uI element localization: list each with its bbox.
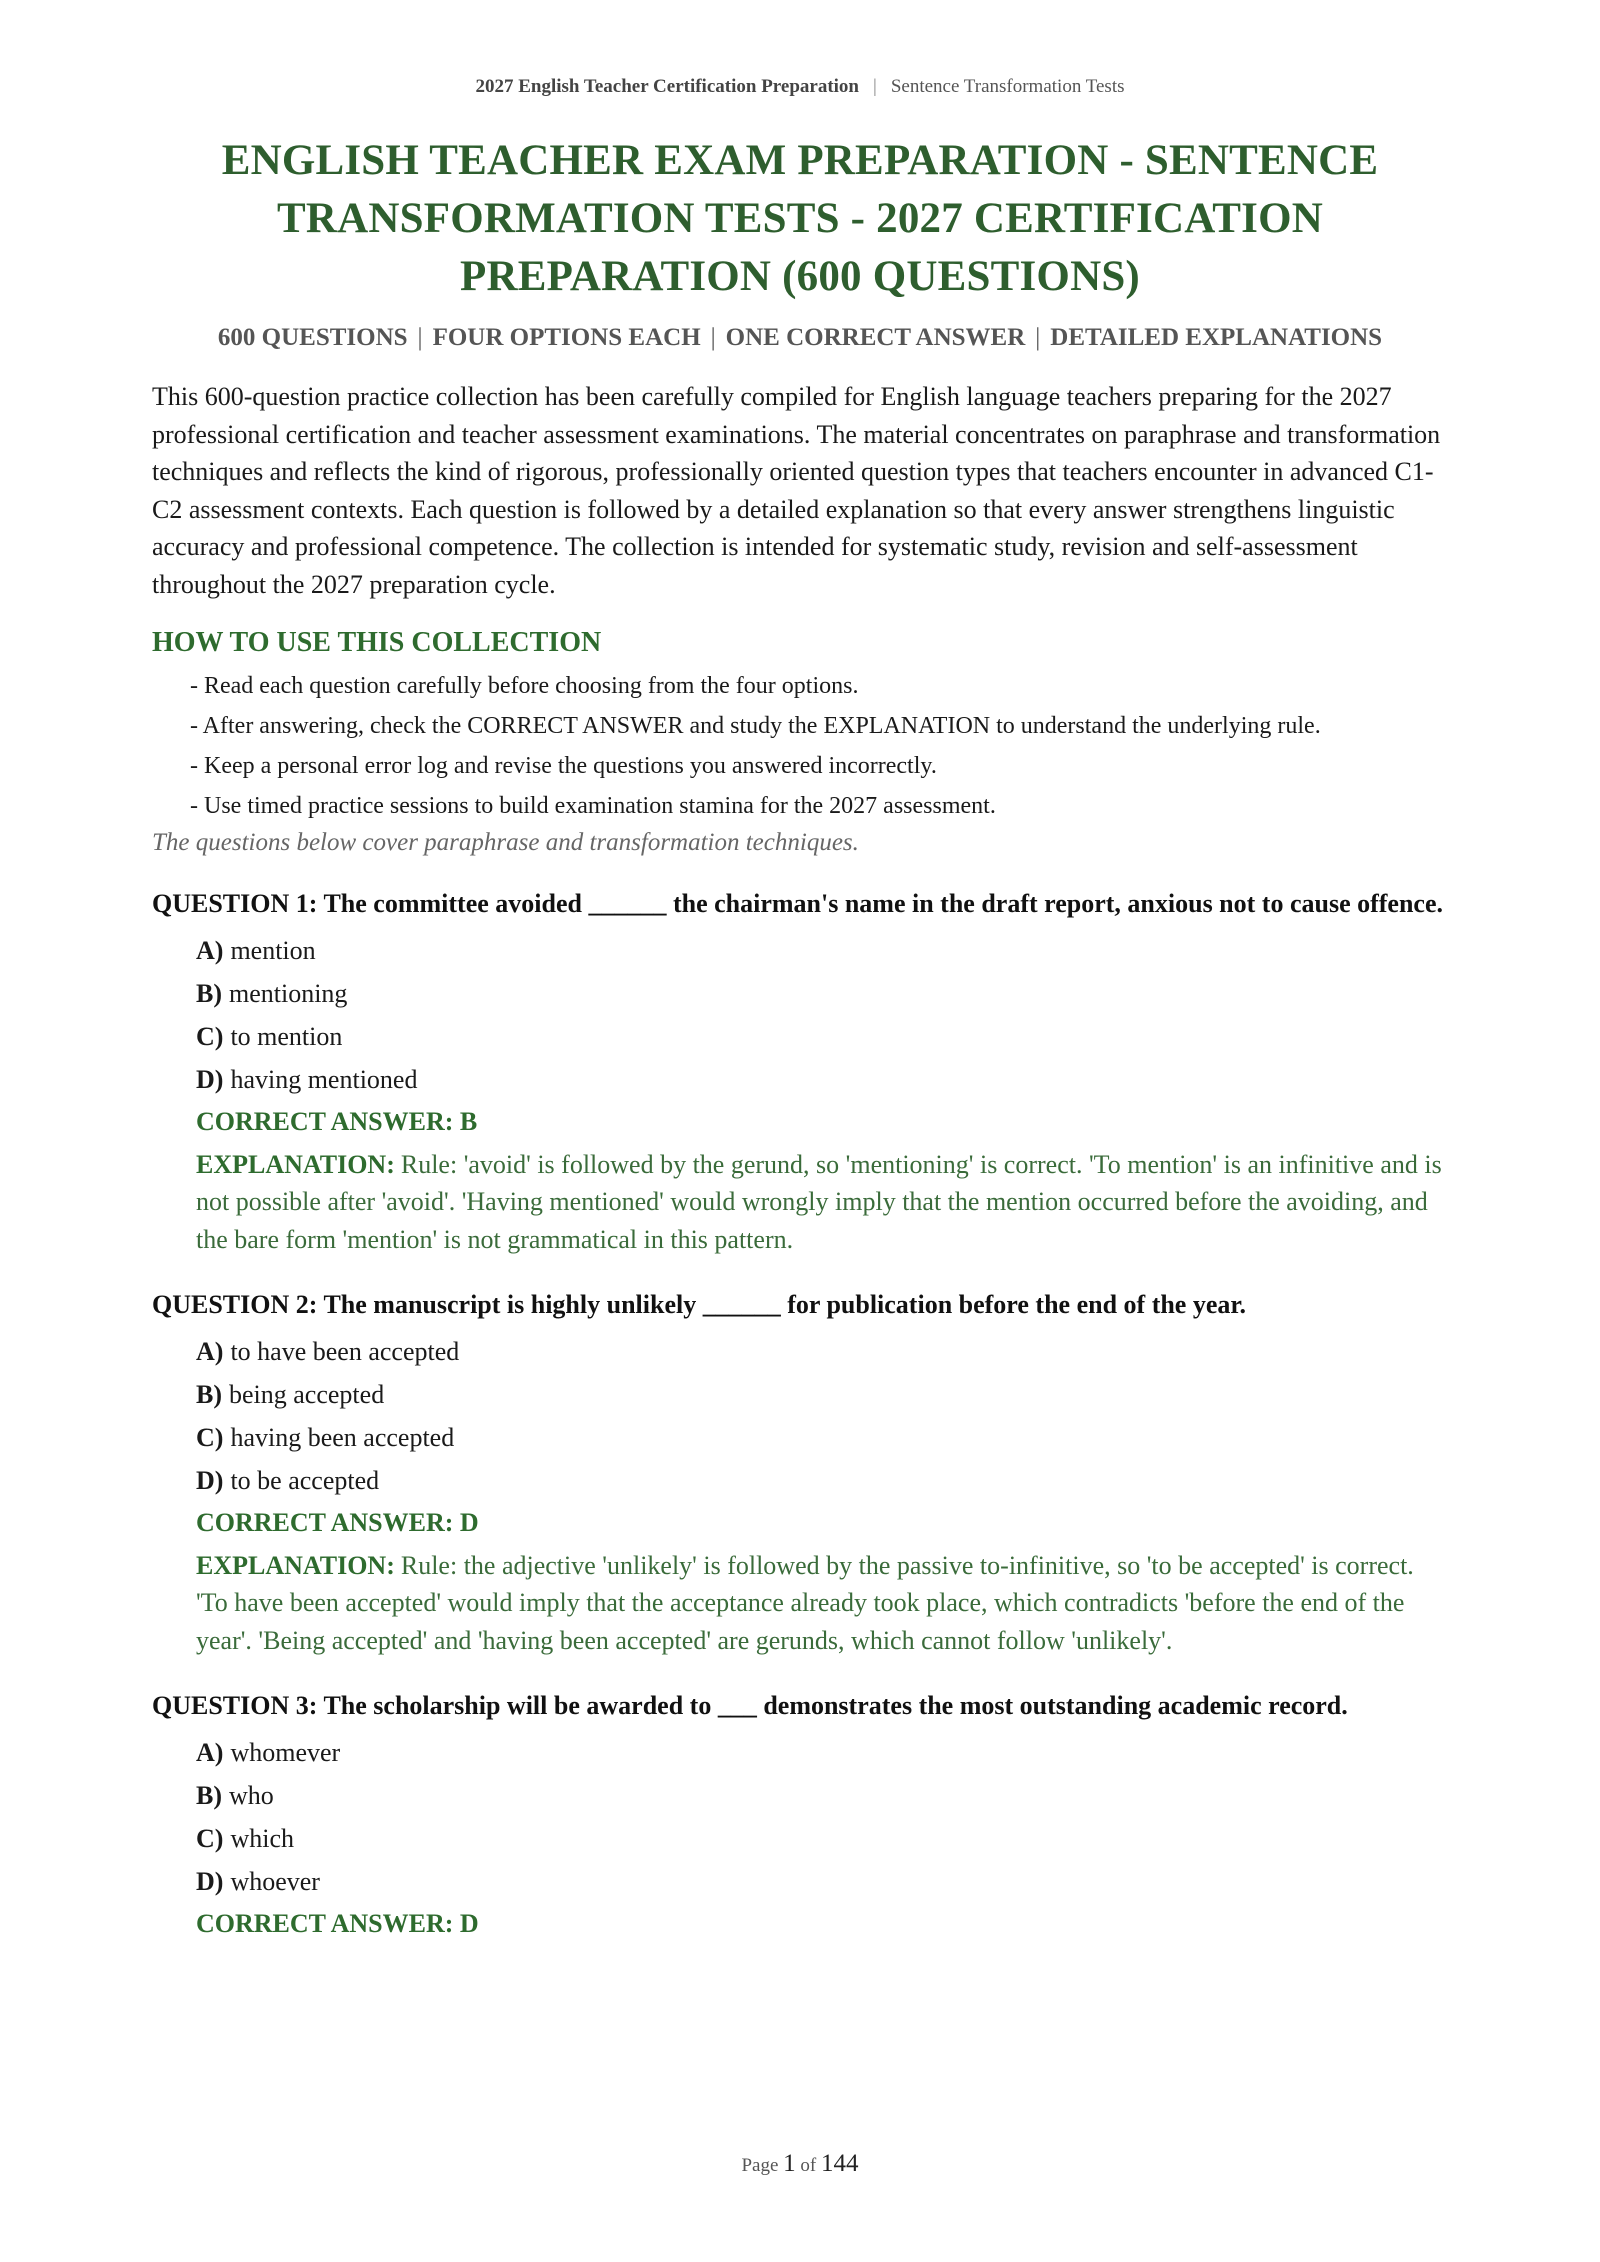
question-text: QUESTION 1: The committee avoided ______ the chairman's name in the draft report, anxious not to cause offence.	[152, 889, 1444, 918]
explanation	[196, 1146, 1448, 1259]
option-letter: B)	[196, 1379, 222, 1409]
option-text: mention	[230, 935, 316, 965]
option-b	[196, 1373, 1448, 1416]
option-b	[196, 1774, 1448, 1817]
question-3	[152, 1687, 1448, 1944]
meta-separator: |	[417, 324, 423, 351]
option-a	[196, 929, 1448, 972]
meta-item: 600 QUESTIONS	[217, 324, 408, 351]
option-c	[196, 1817, 1448, 1860]
meta-item: FOUR OPTIONS EACH	[432, 324, 701, 351]
question-2	[152, 1286, 1448, 1659]
option-text: to have been accepted	[230, 1336, 460, 1366]
option-letter: D)	[196, 1064, 224, 1094]
option-text: whomever	[230, 1737, 341, 1767]
list-item: - Read each question carefully before choosing from the four options.	[190, 673, 859, 699]
option-text: mentioning	[229, 978, 348, 1008]
correct-answer: CORRECT ANSWER: D	[196, 1908, 479, 1938]
option-d	[196, 1860, 1448, 1903]
how-to-use-heading: HOW TO USE THIS COLLECTION	[152, 627, 602, 658]
header-separator: |	[873, 76, 877, 97]
page-footer	[0, 2150, 1600, 2178]
option-letter: A)	[196, 1737, 224, 1767]
option-letter: C)	[196, 1823, 224, 1853]
running-header	[0, 76, 1600, 98]
option-text: which	[230, 1823, 294, 1853]
page-content	[152, 132, 1448, 1944]
option-text: whoever	[230, 1866, 320, 1896]
question-1	[152, 885, 1448, 1258]
meta-separator: |	[1035, 324, 1041, 351]
option-letter: A)	[196, 935, 224, 965]
option-a	[196, 1330, 1448, 1373]
option-letter: B)	[196, 1780, 222, 1810]
list-item: - Use timed practice sessions to build examination stamina for the 2027 assessment.	[190, 793, 996, 819]
header-left: 2027 English Teacher Certification Preparation	[475, 76, 859, 97]
option-text: having mentioned	[230, 1064, 418, 1094]
option-letter: C)	[196, 1021, 224, 1051]
options-list	[196, 929, 1448, 1101]
option-letter: B)	[196, 978, 222, 1008]
header-right: Sentence Transformation Tests	[890, 76, 1125, 97]
options-list	[196, 1731, 1448, 1903]
explanation	[196, 1547, 1448, 1660]
option-letter: D)	[196, 1866, 224, 1896]
question-text: QUESTION 3: The scholarship will be awarded to ___ demonstrates the most outstanding academic record.	[152, 1691, 1348, 1720]
list-item: - After answering, check the CORRECT ANSWER and study the EXPLANATION to understand the underlying rule.	[190, 713, 1321, 739]
option-text: to mention	[230, 1021, 343, 1051]
option-c	[196, 1015, 1448, 1058]
explanation-text: Rule: 'avoid' is followed by the gerund, so 'mentioning' is correct. 'To mention' is an infinitive and is not possible after 'avoid'. 'Having mentioned' would wrongly imply that the mention occurred before the avoiding, and the bare form 'mention' is not grammatical in this pattern.	[196, 1149, 1442, 1254]
explanation-label: EXPLANATION:	[196, 1149, 395, 1179]
option-d	[196, 1459, 1448, 1502]
correct-answer: CORRECT ANSWER: B	[196, 1106, 478, 1136]
option-c	[196, 1416, 1448, 1459]
meta-item: ONE CORRECT ANSWER	[725, 324, 1026, 351]
option-d	[196, 1058, 1448, 1101]
option-letter: D)	[196, 1465, 224, 1495]
options-list	[196, 1330, 1448, 1502]
explanation-text: Rule: the adjective 'unlikely' is followed by the passive to-infinitive, so 'to be accepted' is correct. 'To have been accepted' would imply that the acceptance already took place, which contradicts 'before the end of the year'. 'Being accepted' and 'having been accepted' are gerunds, which cannot follow 'unlikely'.	[196, 1550, 1414, 1655]
page-number: 1	[783, 2150, 796, 2177]
option-text: to be accepted	[230, 1465, 380, 1495]
correct-answer: CORRECT ANSWER: D	[196, 1507, 479, 1537]
of-label: of	[800, 2155, 817, 2176]
option-text: being accepted	[229, 1379, 385, 1409]
intro-paragraph: This 600-question practice collection has been carefully compiled for English language teachers preparing for the 2027 professional certification and teacher assessment examinations. The material concentrates on paraphrase and transformation techniques and reflects the kind of rigorous, professionally oriented question types that teachers encounter in advanced C1-C2 assessment contexts. Each question is followed by a detailed explanation so that every answer strengthens linguistic accuracy and professional competence. The collection is intended for systematic study, revision and self-assessment throughout the 2027 preparation cycle.	[152, 382, 1441, 599]
question-text: QUESTION 2: The manuscript is highly unlikely ______ for publication before the end of the year.	[152, 1290, 1247, 1319]
list-item: - Keep a personal error log and revise the questions you answered incorrectly.	[190, 753, 937, 779]
explanation-label: EXPLANATION:	[196, 1550, 395, 1580]
total-pages: 144	[821, 2150, 859, 2177]
option-text: having been accepted	[230, 1422, 455, 1452]
meta-separator: |	[710, 324, 716, 351]
meta-item: DETAILED EXPLANATIONS	[1050, 324, 1383, 351]
option-text: who	[229, 1780, 274, 1810]
page-label: Page	[741, 2155, 779, 2176]
document-title: ENGLISH TEACHER EXAM PREPARATION - SENTENCE TRANSFORMATION TESTS - 2027 CERTIFICATION PREPARATION (600 QUESTIONS)	[221, 137, 1379, 300]
option-a	[196, 1731, 1448, 1774]
how-to-use-list	[190, 669, 1448, 823]
option-letter: A)	[196, 1336, 224, 1366]
option-b	[196, 972, 1448, 1015]
option-letter: C)	[196, 1422, 224, 1452]
meta-line	[152, 324, 1448, 352]
usage-note: The questions below cover paraphrase and transformation techniques.	[152, 829, 859, 856]
